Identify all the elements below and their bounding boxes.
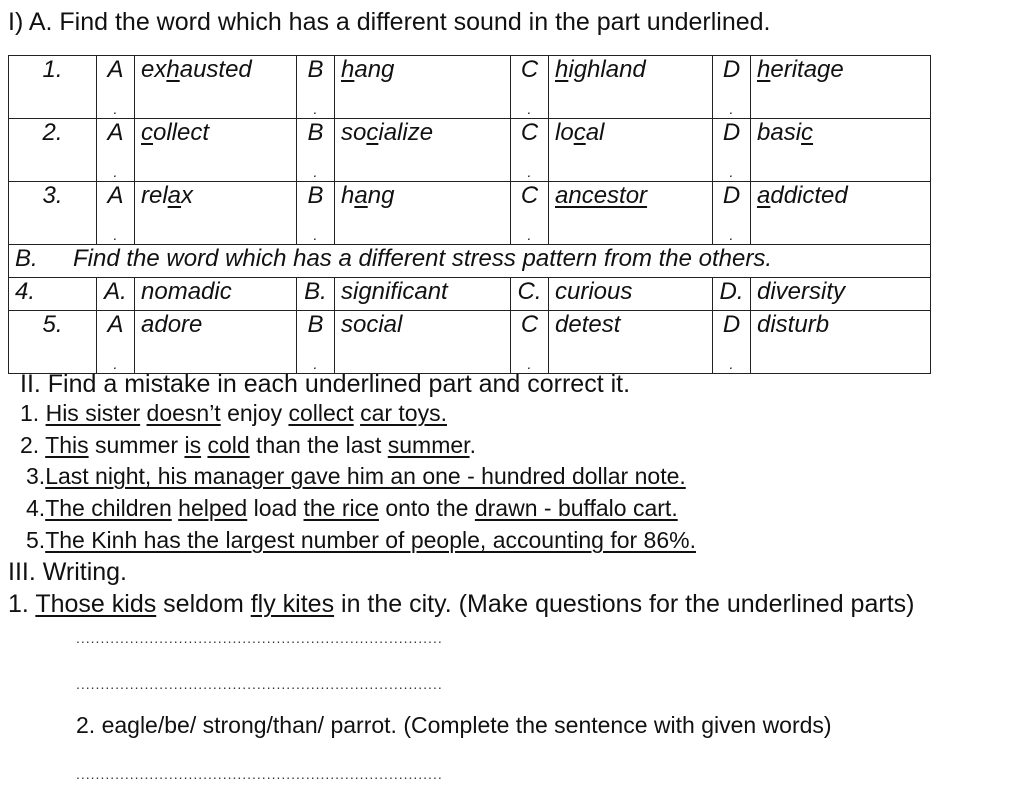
option-letter-text: C bbox=[520, 56, 539, 83]
part1-heading: I) A. Find the word which has a different sound in the part underlined. bbox=[8, 8, 771, 36]
sound-row bbox=[9, 182, 931, 245]
word-prefix: ex bbox=[141, 56, 167, 83]
option-letter-text: A bbox=[107, 56, 124, 83]
option-word-d[interactable]: disturb bbox=[751, 311, 931, 374]
option-letter-text: C bbox=[520, 182, 539, 209]
underlined-part: fly kites bbox=[250, 590, 335, 618]
underlined-part: drawn - buffalo cart. bbox=[474, 495, 678, 521]
item-number: 1. bbox=[20, 400, 46, 426]
option-dot: . bbox=[113, 101, 118, 117]
option-letter-a bbox=[97, 311, 135, 374]
option-letter-c bbox=[511, 56, 549, 119]
option-dot: . bbox=[113, 227, 118, 243]
option-word-a[interactable] bbox=[135, 119, 297, 182]
writing-question-1 bbox=[8, 590, 914, 619]
option-word-c[interactable] bbox=[549, 182, 713, 245]
item-number: 1. bbox=[8, 590, 36, 618]
writing-question-2: 2. eagle/be/ strong/than/ parrot. (Complete the sentence with given words) bbox=[76, 712, 832, 738]
word-underlined-part: h bbox=[757, 56, 771, 83]
option-word-d[interactable] bbox=[751, 119, 931, 182]
option-letter-text: C. bbox=[517, 278, 542, 305]
stress-row bbox=[9, 311, 931, 374]
mistake-item bbox=[26, 495, 678, 522]
section-b-letter: B. bbox=[15, 245, 38, 272]
option-letter-a bbox=[97, 119, 135, 182]
option-dot: . bbox=[313, 227, 318, 243]
answer-line-3[interactable]: ........................................................................... bbox=[76, 766, 443, 782]
option-letter-c bbox=[511, 182, 549, 245]
option-dot: . bbox=[527, 356, 532, 372]
sentence-text: summer bbox=[88, 432, 185, 458]
word-prefix: so bbox=[341, 119, 367, 146]
word-underlined-part: a bbox=[354, 182, 368, 209]
underlined-part: doesn’t bbox=[146, 400, 221, 426]
option-letter-b bbox=[297, 56, 335, 119]
question-number: 1. bbox=[9, 56, 97, 119]
word-suffix: ddicted bbox=[770, 182, 848, 209]
option-letter-text: A. bbox=[104, 278, 127, 305]
option-letter-text: A bbox=[107, 311, 124, 338]
option-letter-text: A bbox=[107, 182, 124, 209]
word-suffix: x bbox=[181, 182, 194, 209]
underlined-part: car toys. bbox=[360, 400, 447, 426]
word-suffix: austed bbox=[179, 56, 252, 83]
underlined-part: the rice bbox=[303, 495, 379, 521]
underlined-part: summer bbox=[387, 432, 470, 458]
underlined-part: The Kinh has the largest number of people, accounting for 86%. bbox=[45, 527, 696, 553]
mistake-item bbox=[20, 432, 476, 459]
sentence-text: load bbox=[247, 495, 304, 521]
sentence-text: seldom bbox=[156, 590, 251, 618]
option-letter-d bbox=[713, 119, 751, 182]
word-underlined-part: a bbox=[167, 182, 182, 209]
option-dot: . bbox=[729, 356, 734, 372]
word-underlined-part: a bbox=[757, 182, 771, 209]
option-dot: . bbox=[313, 101, 318, 117]
option-letter-d bbox=[713, 311, 751, 374]
option-dot: . bbox=[729, 227, 734, 243]
option-dot: . bbox=[313, 356, 318, 372]
word-underlined-part: c bbox=[801, 119, 814, 146]
word-suffix: ng bbox=[367, 182, 395, 209]
option-letter-text: C bbox=[520, 119, 539, 146]
option-word-d[interactable] bbox=[751, 56, 931, 119]
question-number: 5. bbox=[9, 311, 97, 374]
answer-line-2[interactable]: ........................................................................... bbox=[76, 676, 443, 692]
option-letter-c bbox=[511, 311, 549, 374]
option-letter-d bbox=[713, 56, 751, 119]
word-prefix: basi bbox=[757, 119, 802, 146]
answer-line-1[interactable]: ........................................................................... bbox=[76, 630, 443, 646]
exercise-table bbox=[8, 55, 931, 374]
word-prefix: rel bbox=[141, 182, 168, 209]
word-underlined-part: ancestor bbox=[555, 182, 648, 209]
option-letter-text: D bbox=[722, 56, 741, 83]
word-underlined-part: h bbox=[341, 56, 355, 83]
option-letter-a bbox=[97, 182, 135, 245]
underlined-part: His sister bbox=[45, 400, 141, 426]
option-word-a[interactable]: adore bbox=[135, 311, 297, 374]
option-letter-text: B bbox=[307, 119, 324, 146]
underlined-part: cold bbox=[207, 432, 250, 458]
option-dot: . bbox=[313, 164, 318, 180]
option-word-c[interactable] bbox=[549, 56, 713, 119]
option-word-c[interactable] bbox=[549, 119, 713, 182]
option-letter-text: B bbox=[307, 182, 324, 209]
option-dot: . bbox=[527, 227, 532, 243]
item-number: 5. bbox=[26, 527, 46, 553]
option-word-a[interactable] bbox=[135, 56, 297, 119]
section-b-title: Find the word which has a different stress pattern from the others. bbox=[73, 245, 772, 272]
mistake-item bbox=[26, 527, 696, 554]
option-letter-text: D. bbox=[719, 278, 744, 305]
word-underlined-part: c bbox=[573, 119, 586, 146]
option-letter-b bbox=[297, 278, 335, 311]
sentence-text: in the city. (Make questions for the underlined parts) bbox=[334, 590, 915, 618]
sentence-text: . bbox=[469, 432, 476, 458]
sentence-text: than the last bbox=[249, 432, 388, 458]
item-number: 3. bbox=[26, 463, 46, 489]
sound-row bbox=[9, 119, 931, 182]
option-letter-text: D bbox=[722, 119, 741, 146]
option-dot: . bbox=[729, 101, 734, 117]
option-dot: . bbox=[729, 164, 734, 180]
mistake-item bbox=[20, 400, 447, 427]
word-suffix: ang bbox=[354, 56, 395, 83]
section-b-header bbox=[9, 245, 931, 278]
option-letter-text: A bbox=[107, 119, 124, 146]
option-letter-text: C bbox=[520, 311, 539, 338]
option-word-b[interactable] bbox=[335, 119, 511, 182]
option-letter-text: B. bbox=[304, 278, 327, 305]
underlined-part: Those kids bbox=[35, 590, 157, 618]
option-letter-c bbox=[511, 278, 549, 311]
underlined-part: Last night, his manager gave him an one - hundred dollar note. bbox=[45, 463, 686, 489]
option-word-b[interactable]: social bbox=[335, 311, 511, 374]
word-prefix: h bbox=[341, 182, 355, 209]
mistake-item bbox=[26, 463, 686, 490]
option-word-c[interactable]: curious bbox=[549, 278, 713, 311]
option-letter-d bbox=[713, 278, 751, 311]
option-word-a[interactable] bbox=[135, 182, 297, 245]
part3-heading: III. Writing. bbox=[8, 558, 128, 586]
option-word-b[interactable]: significant bbox=[335, 278, 511, 311]
option-dot: . bbox=[113, 356, 118, 372]
word-suffix: ighland bbox=[568, 56, 646, 83]
sentence-text: enjoy bbox=[220, 400, 289, 426]
option-letter-a bbox=[97, 278, 135, 311]
option-word-b[interactable] bbox=[335, 182, 511, 245]
item-number: 4. bbox=[26, 495, 46, 521]
word-suffix: al bbox=[585, 119, 605, 146]
option-letter-b bbox=[297, 119, 335, 182]
word-underlined-part: h bbox=[555, 56, 569, 83]
option-letter-c bbox=[511, 119, 549, 182]
underlined-part: helped bbox=[178, 495, 248, 521]
option-word-d[interactable] bbox=[751, 182, 931, 245]
option-word-b[interactable] bbox=[335, 56, 511, 119]
question-number: 2. bbox=[9, 119, 97, 182]
option-letter-text: B bbox=[307, 311, 324, 338]
option-dot: . bbox=[113, 164, 118, 180]
option-word-a[interactable]: nomadic bbox=[135, 278, 297, 311]
word-suffix: eritage bbox=[770, 56, 844, 83]
option-word-c[interactable]: detest bbox=[549, 311, 713, 374]
item-number: 2. bbox=[20, 432, 46, 458]
word-underlined-part: c bbox=[366, 119, 379, 146]
option-dot: . bbox=[527, 101, 532, 117]
question-number: 4. bbox=[9, 278, 97, 311]
option-letter-text: D bbox=[722, 182, 741, 209]
question-number: 3. bbox=[9, 182, 97, 245]
option-letter-b bbox=[297, 311, 335, 374]
word-underlined-part: h bbox=[166, 56, 180, 83]
option-letter-d bbox=[713, 182, 751, 245]
option-letter-b bbox=[297, 182, 335, 245]
word-prefix: lo bbox=[555, 119, 574, 146]
option-dot: . bbox=[527, 164, 532, 180]
underlined-part: collect bbox=[288, 400, 354, 426]
part2-heading: II. Find a mistake in each underlined part and correct it. bbox=[20, 370, 631, 398]
word-suffix: ollect bbox=[153, 119, 210, 146]
sentence-text: onto the bbox=[378, 495, 475, 521]
word-suffix: ialize bbox=[378, 119, 434, 146]
option-letter-text: D bbox=[722, 311, 741, 338]
sound-row bbox=[9, 56, 931, 119]
option-word-d[interactable]: diversity bbox=[751, 278, 931, 311]
word-underlined-part: c bbox=[141, 119, 153, 146]
stress-row bbox=[9, 278, 931, 311]
underlined-part: The children bbox=[45, 495, 172, 521]
underlined-part: This bbox=[45, 432, 89, 458]
underlined-part: is bbox=[184, 432, 202, 458]
option-letter-a bbox=[97, 56, 135, 119]
option-letter-text: B bbox=[307, 56, 324, 83]
